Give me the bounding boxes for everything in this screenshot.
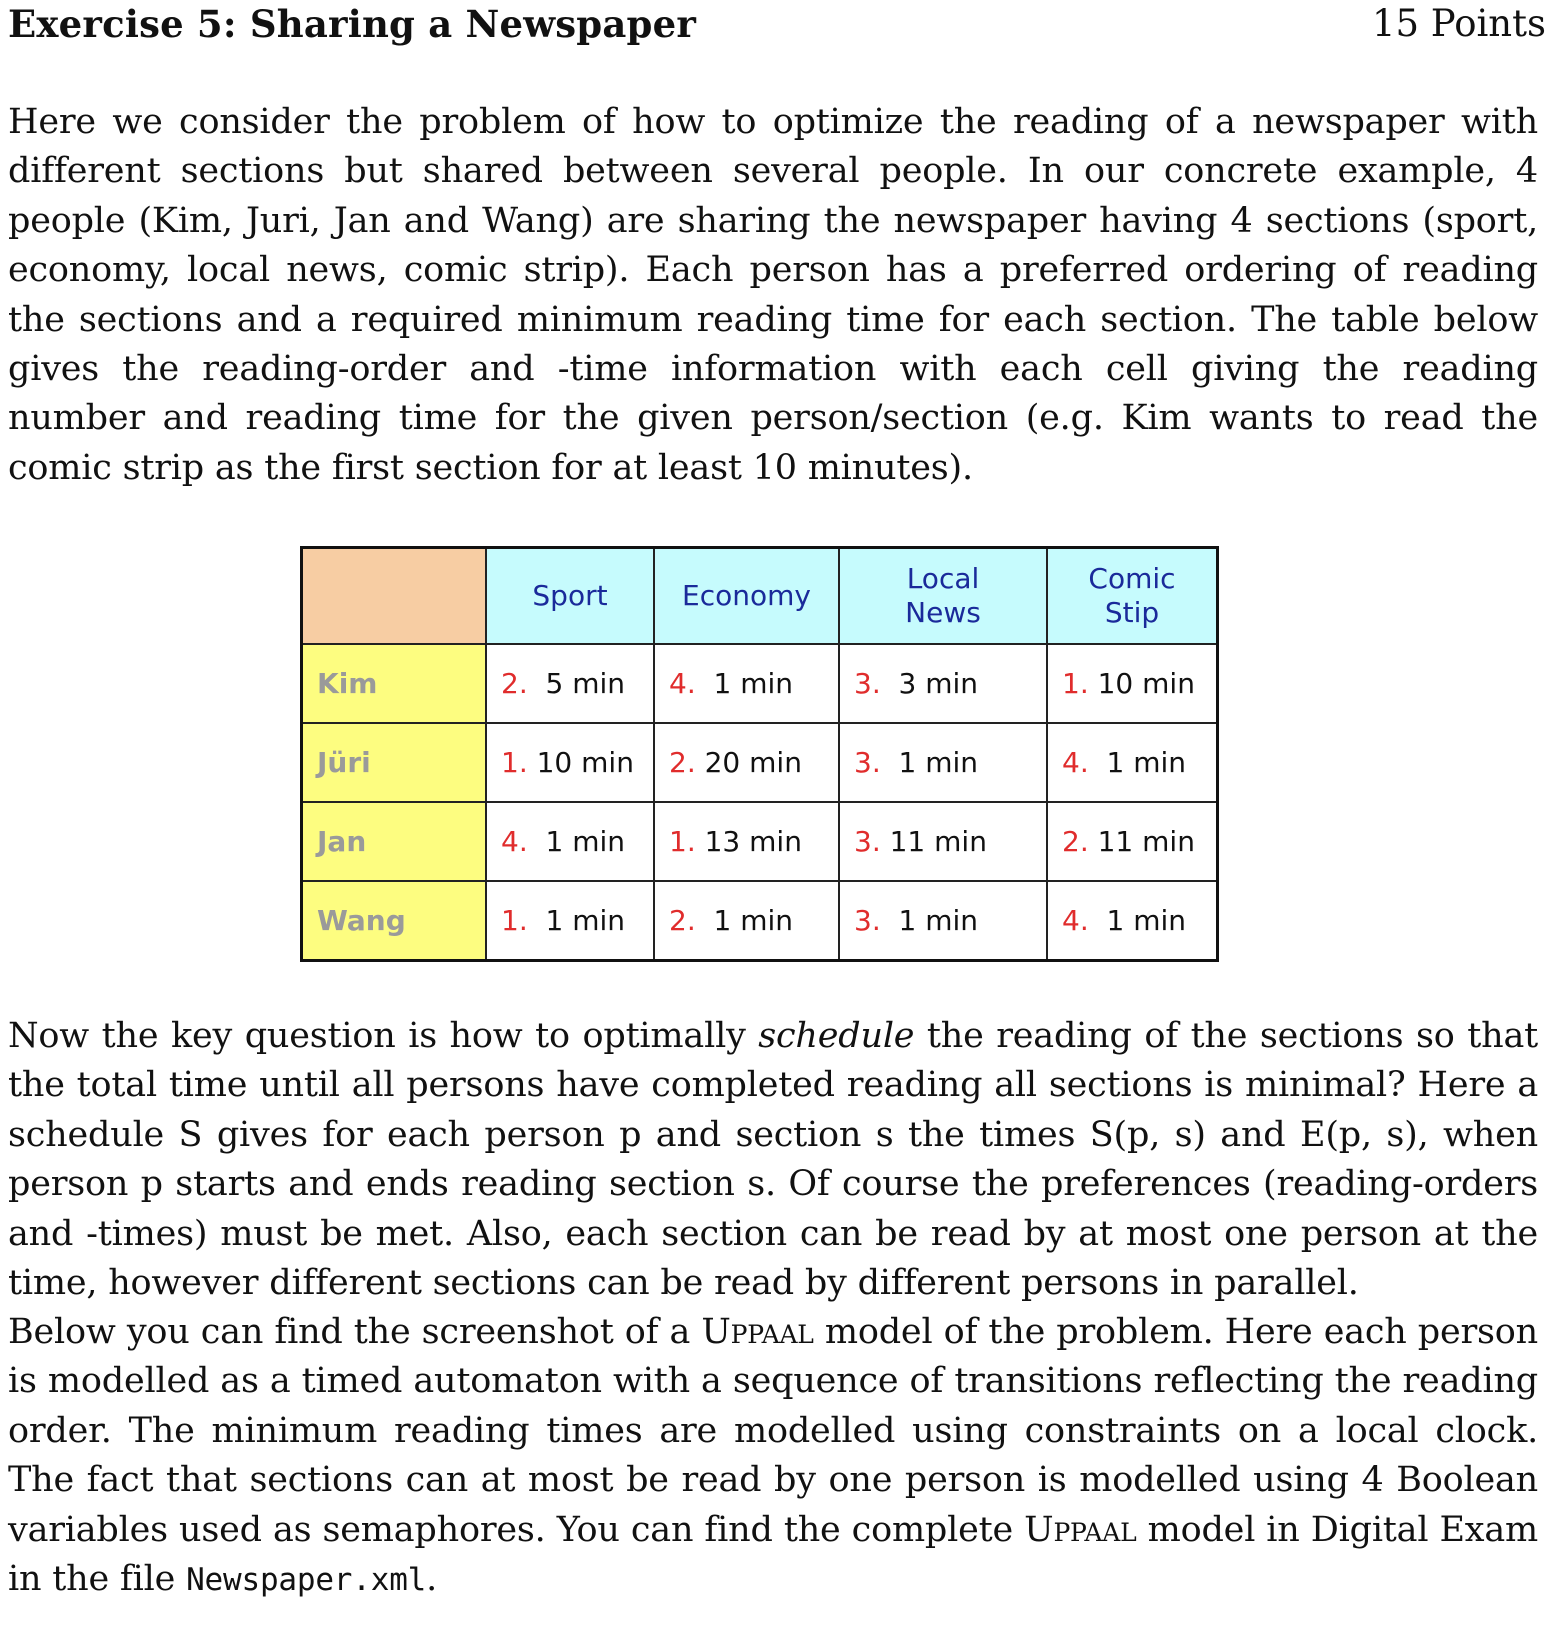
reading-time: 1 min [695, 667, 794, 700]
schedule-emphasis: schedule [758, 1016, 915, 1056]
table-cell [486, 881, 654, 961]
row-header: Kim [302, 644, 487, 723]
table-cell [654, 723, 839, 802]
row-header: Jüri [302, 723, 487, 802]
tool-name: Uppaal [701, 1312, 814, 1352]
table-cell [1047, 881, 1218, 961]
model-text-b: model of the problem. Here each person is modelled as a timed automaton with a sequence of transitions reflecting the reading order. The minimum reading times are modelled using constraints on a local clock. The fact that sections can at most be read by one person is modelled using 4 Boolean variables used as semaphores. You can find the complete [8, 1312, 1538, 1550]
column-header-label: Comic Stip [1088, 562, 1176, 629]
reading-number: 1. [501, 746, 528, 779]
schedule-text-a: Now the key question is how to optimally [8, 1016, 759, 1056]
reading-number: 1. [501, 904, 528, 937]
model-paragraph [8, 1308, 1538, 1605]
table-cell [1047, 802, 1218, 881]
model-text-d: . [426, 1559, 438, 1600]
table-cell [654, 644, 839, 723]
reading-time: 20 min [695, 746, 802, 779]
reading-number: 4. [1062, 904, 1089, 937]
table-cell [1047, 723, 1218, 802]
reading-time: 1 min [527, 904, 626, 937]
column-header [839, 548, 1047, 645]
reading-time: 3 min [880, 667, 979, 700]
reading-time: 1 min [1088, 746, 1187, 779]
reading-time: 1 min [695, 904, 794, 937]
reading-number: 4. [501, 825, 528, 858]
table-cell [486, 802, 654, 881]
reading-number: 4. [1062, 746, 1089, 779]
table-cell [839, 723, 1047, 802]
table-header-row [302, 548, 1218, 645]
reading-number: 3. [854, 825, 881, 858]
reading-time: 1 min [1088, 904, 1187, 937]
table-cell [1047, 644, 1218, 723]
exercise-title: Exercise 5: Sharing a Newspaper [8, 2, 697, 46]
reading-number: 3. [854, 746, 881, 779]
reading-number: 4. [669, 667, 696, 700]
schedule-paragraph [8, 1012, 1538, 1308]
table-cell [486, 723, 654, 802]
column-header: Sport [486, 548, 654, 645]
row-header: Wang [302, 881, 487, 961]
table-cell [839, 881, 1047, 961]
reading-time: 1 min [880, 746, 979, 779]
table-row [302, 881, 1218, 961]
reading-number: 1. [1062, 667, 1089, 700]
exercise-points: 15 Points [1371, 2, 1546, 45]
reading-time: 10 min [527, 746, 634, 779]
reading-time: 11 min [880, 825, 987, 858]
table-row [302, 723, 1218, 802]
reading-time: 13 min [695, 825, 802, 858]
table-cell [839, 644, 1047, 723]
model-text-c: model in Digital Exam in the file [8, 1509, 1538, 1600]
table-row [302, 802, 1218, 881]
table-corner-cell [302, 548, 487, 645]
column-header [1047, 548, 1218, 645]
table-cell [654, 881, 839, 961]
reading-number: 2. [1062, 825, 1089, 858]
table-cell [839, 802, 1047, 881]
column-header-label: Local News [905, 562, 981, 629]
reading-number: 2. [669, 904, 696, 937]
reading-time: 1 min [880, 904, 979, 937]
column-header: Economy [654, 548, 839, 645]
reading-number: 2. [501, 667, 528, 700]
tool-name: Uppaal [1024, 1509, 1137, 1550]
table-cell [654, 802, 839, 881]
reading-table [300, 546, 1219, 962]
reading-number: 3. [854, 904, 881, 937]
reading-time: 11 min [1088, 825, 1195, 858]
schedule-text-b: the reading of the sections so that the total time until all persons have completed reading all sections is minimal? Here a schedule S gives for each person p and section s the times S(p, s) and E(p, s), when person p starts and ends reading section s. Of course the preferences (reading-orders and -times) must be met. Also, each section can be read by at most one person at the time, however different sections can be read by different persons in parallel. [8, 1016, 1538, 1304]
model-text-a: Below you can find the screenshot of a [8, 1312, 702, 1352]
reading-number: 2. [669, 746, 696, 779]
reading-number: 3. [854, 667, 881, 700]
file-name: Newspaper.xml [186, 1562, 427, 1599]
row-header: Jan [302, 802, 487, 881]
reading-time: 1 min [527, 825, 626, 858]
table-cell [486, 644, 654, 723]
reading-time: 10 min [1088, 667, 1195, 700]
reading-number: 1. [669, 825, 696, 858]
table-row [302, 644, 1218, 723]
intro-paragraph: Here we consider the problem of how to optimize the reading of a newspaper with different sections but shared between several people. In our concrete example, 4 people (Kim, Juri, Jan and Wang) are sharing the newspaper having 4 sections (sport, economy, local news, comic strip). Each person has a preferred ordering of reading the sections and a required minimum reading time for each section. The table below gives the reading-order and -time information with each cell giving the reading number and reading time for the given person/section (e.g. Kim wants to read the comic strip as the first section for at least 10 minutes). [8, 102, 1538, 488]
reading-time: 5 min [527, 667, 626, 700]
